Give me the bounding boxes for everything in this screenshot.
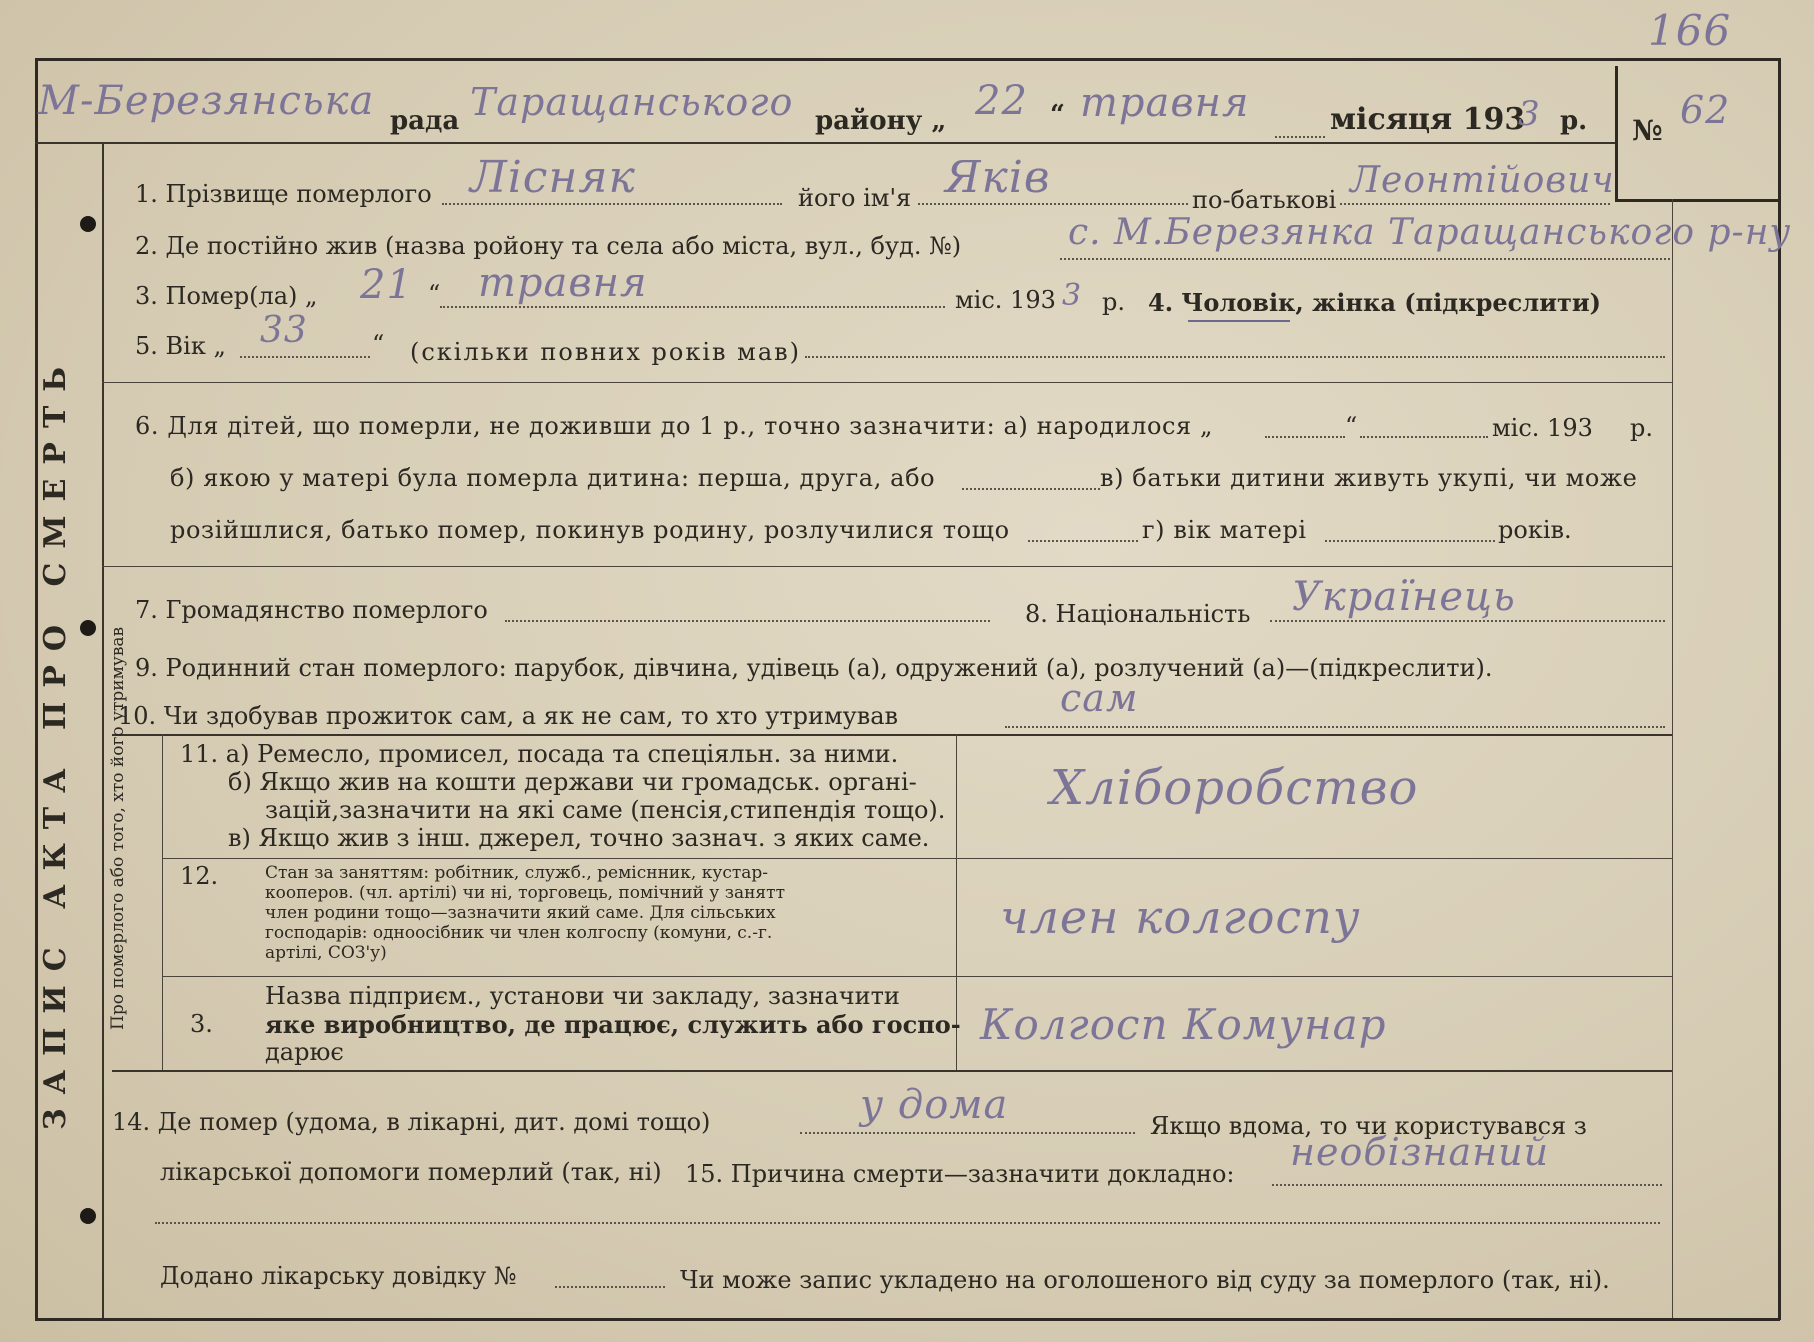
f10-dots: [1005, 726, 1665, 728]
page-number: 166: [1648, 6, 1732, 55]
f12-line5: артілі, СОЗ'у): [265, 943, 387, 963]
f6-line3b: г) вік матері: [1142, 516, 1307, 544]
f11-line3: зацій,зазначити на які саме (пенсія,стипендія тощо).: [265, 796, 946, 824]
f1-patronymic-dots: [1340, 203, 1610, 205]
f3-r: р.: [1102, 288, 1125, 316]
f6-mis: міс. 193: [1492, 414, 1593, 442]
punch-hole: [80, 1208, 96, 1224]
f12-line1: Стан за заняттям: робітник, служб., реміснник, кустар-: [265, 863, 769, 883]
f5-label: 5. Вік „: [135, 332, 226, 360]
f1-name-label: його ім'я: [798, 184, 912, 212]
f4-underline: [1188, 320, 1290, 322]
f12-line2: кооперов. (чл. артілі) чи ні, торговець, помічний у занятт: [265, 883, 785, 903]
surname-value: Лісняк: [470, 152, 636, 203]
month-dots: [1275, 136, 1325, 138]
f1-label: 1. Прізвище померлого: [135, 180, 432, 208]
f15-label: 15. Причина смерти—зазначити докладно:: [685, 1160, 1235, 1188]
f3-label: 3. Помер(ла) „: [135, 282, 318, 310]
name-value: Яків: [945, 152, 1051, 203]
f6-mother-age-dots: [1325, 540, 1495, 542]
f6-order-dots: [962, 488, 1100, 490]
f6-line3c: років.: [1498, 516, 1572, 544]
cause-value: необізнаний: [1290, 1130, 1550, 1174]
f5-dots: [240, 356, 370, 358]
support-value: сам: [1060, 676, 1139, 720]
f7-dots: [505, 620, 990, 622]
day-quote: “: [1050, 100, 1065, 130]
f4-label: 4. Чоловік, жінка (підкреслити): [1148, 288, 1602, 317]
f14-dots: [800, 1132, 1135, 1134]
occupation-bottom-line: [112, 1070, 1672, 1072]
f12-num: 12.: [180, 862, 219, 890]
f10-label: 10. Чи здобував прожиток сам, а як не сам, то хто утримував: [118, 702, 899, 730]
f3-dots: [440, 306, 945, 308]
f6-line2b: в) батьки дитини живуть укупі, чи може: [1100, 464, 1638, 492]
f6-r: р.: [1630, 414, 1653, 442]
divider-after-5: [102, 382, 1672, 383]
f5-dots-tail: [805, 356, 1665, 358]
f6-day-dots: [1265, 436, 1345, 438]
death-place-value: у дома: [860, 1082, 1009, 1128]
month-label: місяця 193: [1330, 102, 1526, 137]
year-suffix: р.: [1560, 106, 1588, 136]
f2-label: 2. Де постійно жив (назва ройону та села або міста, вул., буд. №): [135, 232, 962, 260]
f3-quote: “: [428, 280, 441, 308]
f5-hint: (скільки повних років мав): [410, 338, 802, 366]
f6-quote: “: [1345, 412, 1358, 440]
district-value: Таращанського: [470, 80, 794, 124]
divider-after-6: [102, 566, 1672, 567]
f15-dots-line2: [155, 1222, 1660, 1224]
punch-hole: [80, 216, 96, 232]
record-number-label: №: [1632, 114, 1663, 147]
month-value: травня: [1080, 80, 1250, 126]
f14-label: 14. Де помер (удома, в лікарні, дит. домі тощо): [112, 1108, 711, 1136]
f6-month-dots: [1360, 436, 1488, 438]
death-month-value: травня: [478, 260, 648, 306]
f12-line3: член родини тощо—зазначити який саме. Для сільських: [265, 903, 776, 923]
day-value: 22: [975, 78, 1028, 124]
f15-dots: [1272, 1184, 1662, 1186]
death-year-digit: 3: [1062, 278, 1083, 313]
side-note: Про померлого або того, хто його утримував: [108, 626, 128, 1030]
bottom-border: [35, 1318, 1780, 1321]
side-title: ЗАПИС АКТА ПРО СМЕРТЬ: [38, 352, 73, 1130]
f6-line1: 6. Для дітей, що померли, не доживши до 1 р., точно зазначити: а) народилося „: [135, 412, 1214, 440]
occupation-value: Хліборобство: [1050, 760, 1419, 816]
patronymic-value: Леонтійович: [1350, 160, 1615, 201]
top-border: [35, 58, 1780, 61]
inner-left-border: [102, 142, 104, 1318]
occupation-side-line: [162, 734, 163, 1070]
workplace-value: Колгосп Комунар: [980, 1000, 1387, 1049]
f3-mis: міс. 193: [955, 286, 1056, 314]
f12-line4: господарів: одноосібник чи член колгоспу (комуни, с.-г.: [265, 923, 773, 943]
rada-label: рада: [390, 106, 460, 136]
f13-num: 3.: [190, 1010, 213, 1038]
age-value: 33: [260, 310, 308, 351]
nationality-value: Українець: [1292, 574, 1516, 620]
f1-dots: [442, 203, 782, 205]
district-label: району „: [815, 106, 947, 136]
f13-line2: яке виробництво, де працює, служить або госпо-: [265, 1010, 961, 1039]
f8-dots: [1270, 620, 1665, 622]
divider-12-13: [162, 976, 1672, 977]
divider-11-12: [162, 858, 1672, 859]
f6-line2a: б) якою у матері була померла дитина: перша, друга, або: [170, 464, 936, 492]
f8-label: 8. Національність: [1025, 600, 1251, 628]
attach-dots: [555, 1286, 665, 1288]
f6-reason-dots: [1028, 540, 1138, 542]
f14-line2: лікарської допомоги померлий (так, ні): [160, 1158, 662, 1186]
header-divider: [35, 142, 1615, 144]
f13-line1: Назва підприєм., установи чи закладу, зазначити: [265, 982, 900, 1010]
village-council-value: М-Березянська: [38, 78, 375, 124]
year-digit: 3: [1518, 94, 1541, 134]
f1-name-dots: [918, 203, 1188, 205]
court-label: Чи може запис укладено на оголошеного від суду за померлого (так, ні).: [680, 1266, 1610, 1294]
punch-hole: [80, 620, 96, 636]
work-status-value: член колгоспу: [1000, 890, 1361, 944]
right-column-line: [1672, 199, 1673, 1318]
f7-label: 7. Громадянство померлого: [135, 596, 488, 624]
occupation-top-line: [112, 734, 1672, 736]
f13-line3: дарює: [265, 1038, 344, 1066]
residence-value: с. М.Березянка Таращанського р-ну: [1068, 212, 1792, 253]
record-number-value: 62: [1680, 88, 1731, 132]
f11-line2: б) Якщо жив на кошти держави чи громадськ. органі-: [228, 768, 917, 796]
f1-patronymic-label: по-батькові: [1192, 186, 1337, 214]
death-day-value: 21: [360, 262, 413, 308]
f11-line1: 11. а) Ремесло, промисел, посада та спеціяльн. за ними.: [180, 740, 899, 768]
f14-tail: Якщо вдома, то чи користувався з: [1150, 1112, 1587, 1140]
f9-label: 9. Родинний стан померлого: парубок, дівчина, удівець (а), одружений (а), розлучений (а)—(підкреслити).: [135, 654, 1493, 682]
f2-dots: [1060, 258, 1670, 260]
f5-quote: “: [372, 330, 385, 358]
attach-label: Додано лікарську довідку №: [160, 1262, 517, 1290]
f6-line3a: розійшлися, батько помер, покинув родину, розлучилися тощо: [170, 516, 1010, 544]
f11-line4: в) Якщо жив з інш. джерел, точно зазнач. з яких саме.: [228, 824, 930, 852]
